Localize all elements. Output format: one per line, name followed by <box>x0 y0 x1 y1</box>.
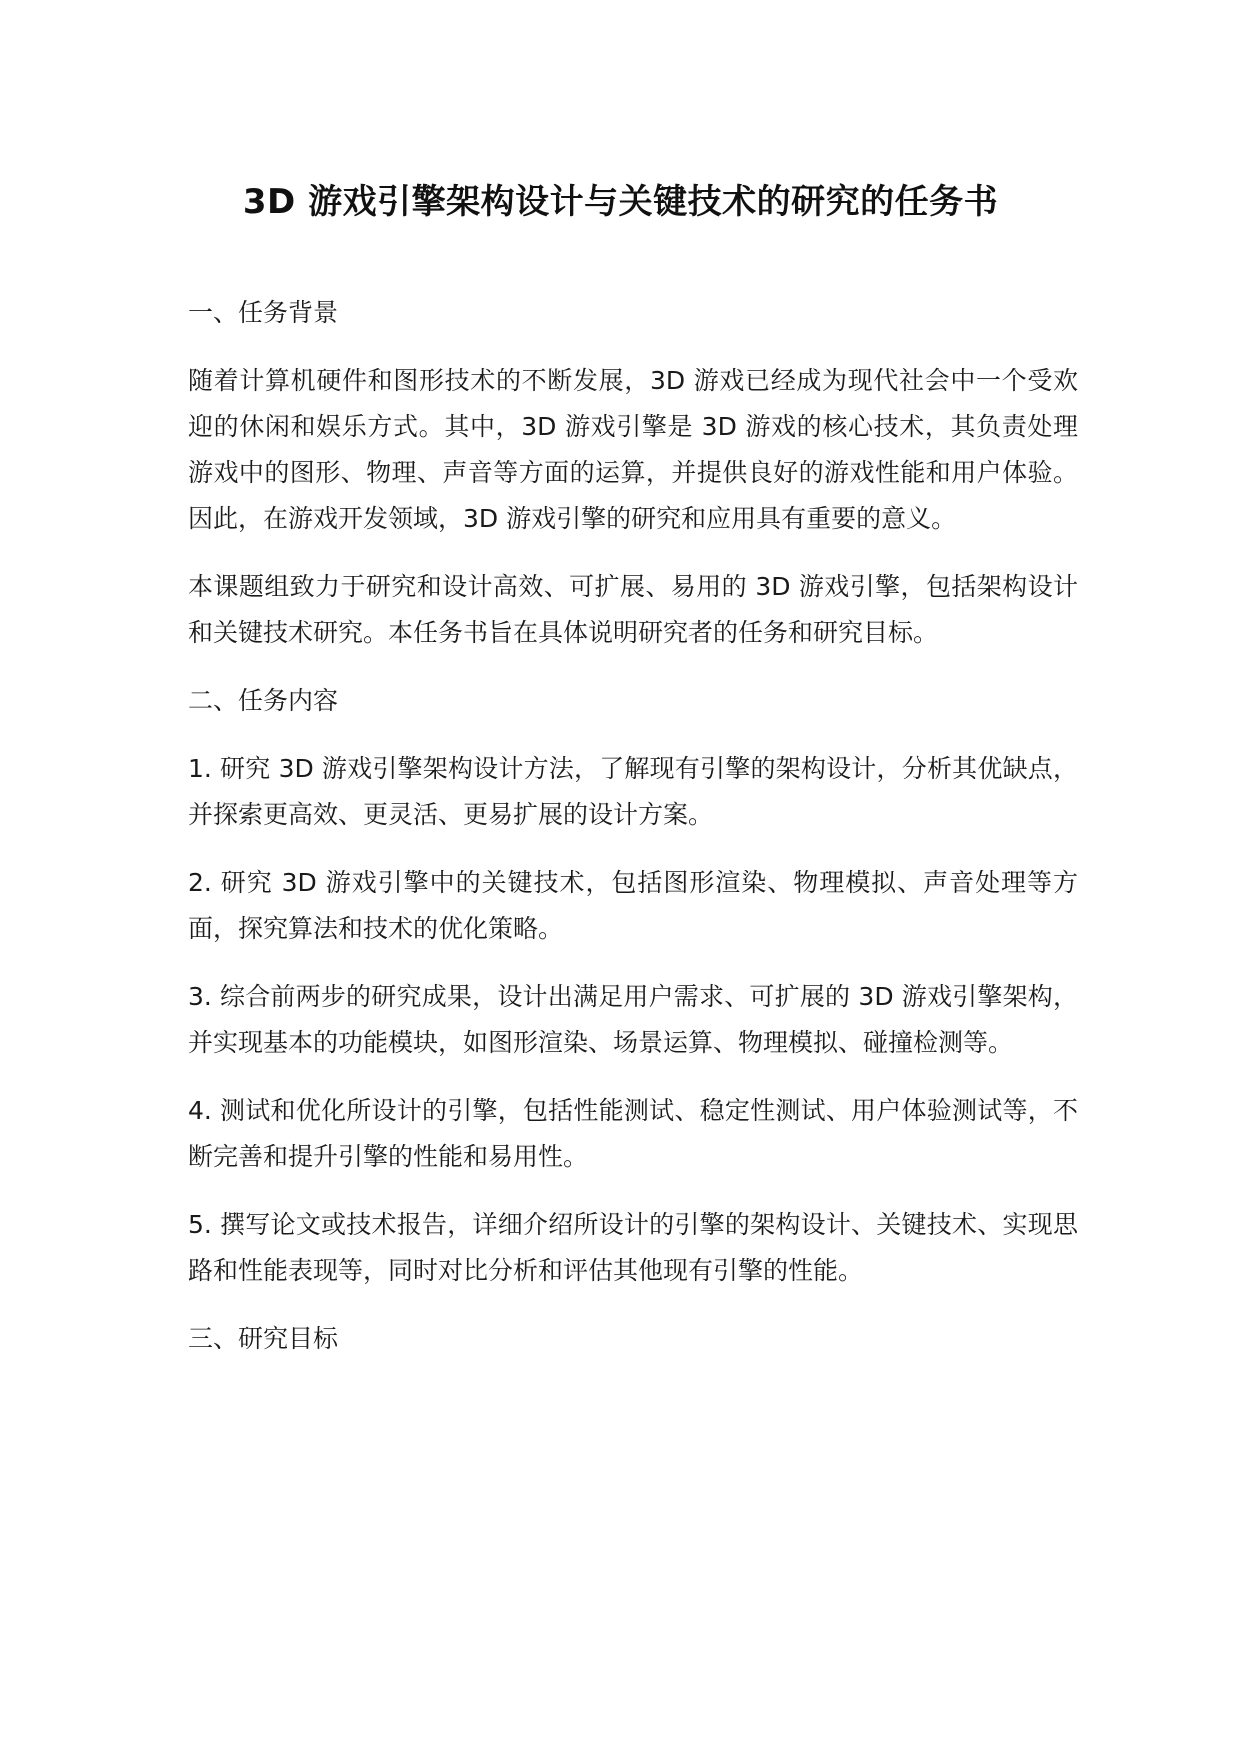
list-item: 3. 综合前两步的研究成果，设计出满足用户需求、可扩展的 3D 游戏引擎架构，并实现基本的功能模块，如图形渲染、场景运算、物理模拟、碰撞检测等。 <box>188 982 1078 1057</box>
list-item: 2. 研究 3D 游戏引擎中的关键技术，包括图形渲染、物理模拟、声音处理等方面，探究算法和技术的优化策略。 <box>188 868 1078 943</box>
list-item: 5. 撰写论文或技术报告，详细介绍所设计的引擎的架构设计、关键技术、实现思路和性能表现等，同时对比分析和评估其他现有引擎的性能。 <box>188 1210 1078 1285</box>
document-title: 3D 游戏引擎架构设计与关键技术的研究的任务书 <box>242 182 999 222</box>
paragraph: 本课题组致力于研究和设计高效、可扩展、易用的 3D 游戏引擎，包括架构设计和关键技术研究。本任务书旨在具体说明研究者的任务和研究目标。 <box>188 572 1078 647</box>
document-body <box>188 290 1078 1384</box>
list-item: 1. 研究 3D 游戏引擎架构设计方法，了解现有引擎的架构设计，分析其优缺点，并探索更高效、更灵活、更易扩展的设计方案。 <box>188 754 1078 829</box>
section-heading-content: 二、任务内容 <box>188 686 339 715</box>
section-heading-goals: 三、研究目标 <box>188 1324 339 1353</box>
paragraph: 随着计算机硬件和图形技术的不断发展，3D 游戏已经成为现代社会中一个受欢迎的休闲和娱乐方式。其中，3D 游戏引擎是 3D 游戏的核心技术，其负责处理游戏中的图形、物理、声音等方面的运算，并提供良好的游戏性能和用户体验。因此，在游戏开发领域，3D 游戏引擎的研究和应用具有重要的意义。 <box>188 366 1078 533</box>
section-heading-background: 一、任务背景 <box>188 298 339 327</box>
list-item: 4. 测试和优化所设计的引擎，包括性能测试、稳定性测试、用户体验测试等，不断完善和提升引擎的性能和易用性。 <box>188 1096 1078 1171</box>
